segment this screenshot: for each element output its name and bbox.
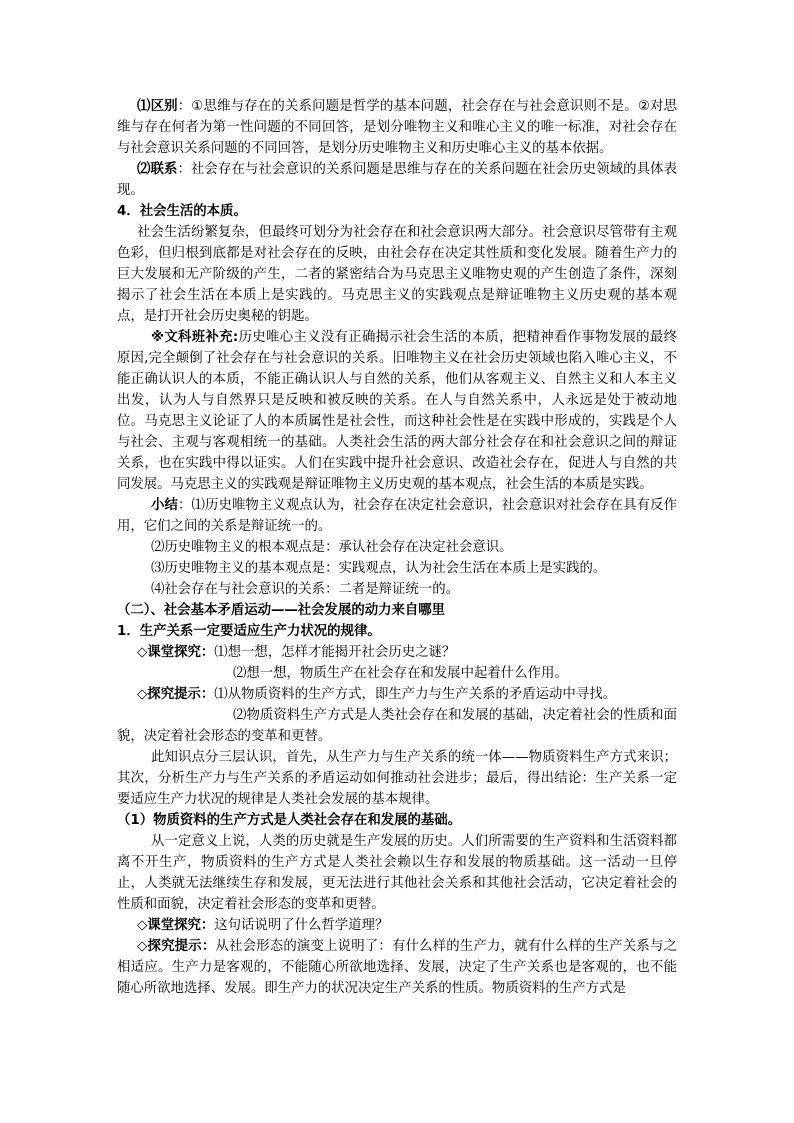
classroom-explore-2 <box>117 915 677 936</box>
document-page <box>117 96 677 999</box>
hint-label: ◇探究提示： <box>137 687 215 702</box>
summary-item: ⑶历史唯物主义的基本观点是：实践观点，认为社会生活在本质上是实践的。 <box>151 561 607 576</box>
supplement-label: ※文科班补充: <box>151 330 239 345</box>
summary-text: ：⑴历史唯物主义观点认为，社会存在决定社会意识，社会意识对社会存在具有反作用，它们之间的关系是辩证统一的。 <box>117 498 678 534</box>
explore-question: 这句话说明了什么哲学道理？ <box>214 918 389 933</box>
heading-production-relations-law: 1．生产关系一定要适应生产力状况的规律。 <box>117 624 381 639</box>
distinction-text: ：①思维与存在的关系问题是哲学的基本问题，社会存在与社会意识则不是。②对思维与存在何者为第一性问题的不同回答，是划分唯物主义和唯心主义的唯一标准，对社会存在与社会意识关系问题的不同回答，是划分历史唯物主义和历史唯心主义的基本依据。 <box>117 99 678 156</box>
distinction-label: ⑴区别 <box>137 99 178 114</box>
explore-hint-1 <box>117 684 677 705</box>
summary-item: ⑷社会存在与社会意识的关系：二者是辩证统一的。 <box>151 582 459 597</box>
hint-answer-2: ⑵物质资料生产方式是人类社会存在和发展的基础，决定着社会的性质和面貌，决定着社会形态的变革和更替。 <box>117 708 677 744</box>
summary-label: 小结 <box>151 498 178 513</box>
supplement-text: 历史唯心主义没有正确揭示社会生活的本质，把精神看作事物发展的最终原因,完全颠倒了社会存在与社会意识的关系。旧唯物主义在社会历史领域也陷入唯心主义，不能正确认识人的本质，不能正确认识人与自然的关系，他们从客观主义、自然主义和人本主义出发，认为人与自然界只是反映和被反映的关系。在人与自然关系中，人永远是处于被动地位。马克思主义论证了人的本质属性是社会性，而这种社会性是在实践中形成的，实践是个人与社会、主观与客观相统一的基础。人类社会生活的两大部分社会存在和社会意识之间的辩证关系，也在实践中得以证实。人们在实践中提升社会意识、改造社会存在，促进人与自然的共同发展。马克思主义的实践观是辩证唯物主义历史观的基本观点，社会生活的本质是实践。 <box>117 330 677 492</box>
three-levels-paragraph: 此知识点分三层认识，首先，从生产力与生产关系的统一体——物质资料生产方式来识；其次，分析生产力与生产关系的矛盾运动如何推动社会进步；最后，得出结论：生产关系一定要适应生产力状况的规律是人类社会发展的基本规律。 <box>117 750 677 807</box>
summary-paragraph <box>117 495 677 537</box>
connection-paragraph <box>117 159 677 201</box>
heading-social-life-essence: 4．社会生活的本质。 <box>117 204 247 219</box>
hint-label: ◇探究提示： <box>137 939 216 954</box>
connection-label: ⑵联系 <box>137 162 178 177</box>
classroom-explore-1 <box>117 642 677 663</box>
hint-answer-1: ⑴从物质资料的生产方式，即生产力与生产关系的矛盾运动中寻找。 <box>214 687 616 702</box>
hint-text: 从社会形态的演变上说明了：有什么样的生产力，就有什么样的生产关系与之相适应。生产力是客观的，不能随心所欲地选择、发展，决定了生产关系也是客观的，也不能随心所欲地选择、发展。即生产力的状况决定生产关系的性质。物质资料的生产方式是 <box>117 939 677 996</box>
subheading-production-mode-basis: （1）物质资料的生产方式是人类社会存在和发展的基础。 <box>117 813 462 828</box>
explore-question-1: ⑴想一想，怎样才能揭开社会历史之谜？ <box>214 645 456 660</box>
explore-label: ◇课堂探究： <box>137 918 215 933</box>
explore-hint-2 <box>117 936 677 999</box>
liberal-arts-supplement-paragraph <box>117 327 677 495</box>
connection-text: ：社会存在与社会意识的关系问题是思维与存在的关系问题在社会历史领域的具体表现。 <box>117 162 678 198</box>
production-history-paragraph: 从一定意义上说，人类的历史就是生产发展的历史。人们所需要的生产资料和生活资料都离不开生产，物质资料的生产方式是人类社会赖以生存和发展的物质基础。这一活动一旦停止，人类就无法继续生存和发展，更无法进行其他社会关系和其他社会活动，它决定着社会的性质和面貌，决定着社会形态的变革和更替。 <box>117 834 677 912</box>
social-life-paragraph: 社会生活纷繁复杂，但最终可划分为社会存在和社会意识两大部分。社会意识尽管带有主观色彩，但归根到底都是对社会存在的反映，由社会存在决定其性质和变化发展。随着生产力的巨大发展和无产阶级的产生，二者的紧密结合为马克思主义唯物史观的产生创造了条件，深刻揭示了社会生活在本质上是实践的。马克思主义的实践观点是辩证唯物主义历史观的基本观点，是打开社会历史奥秘的钥匙。 <box>117 225 677 324</box>
summary-item: ⑵历史唯物主义的根本观点是：承认社会存在决定社会意识。 <box>151 540 513 555</box>
section-heading-basic-contradiction: （二）、社会基本矛盾运动——社会发展的动力来自哪里 <box>117 603 446 618</box>
distinction-paragraph <box>117 96 677 159</box>
explore-question-2: ⑵想一想，物质生产在社会存在和发展中起着什么作用。 <box>233 666 568 681</box>
explore-label: ◇课堂探究： <box>137 645 215 660</box>
